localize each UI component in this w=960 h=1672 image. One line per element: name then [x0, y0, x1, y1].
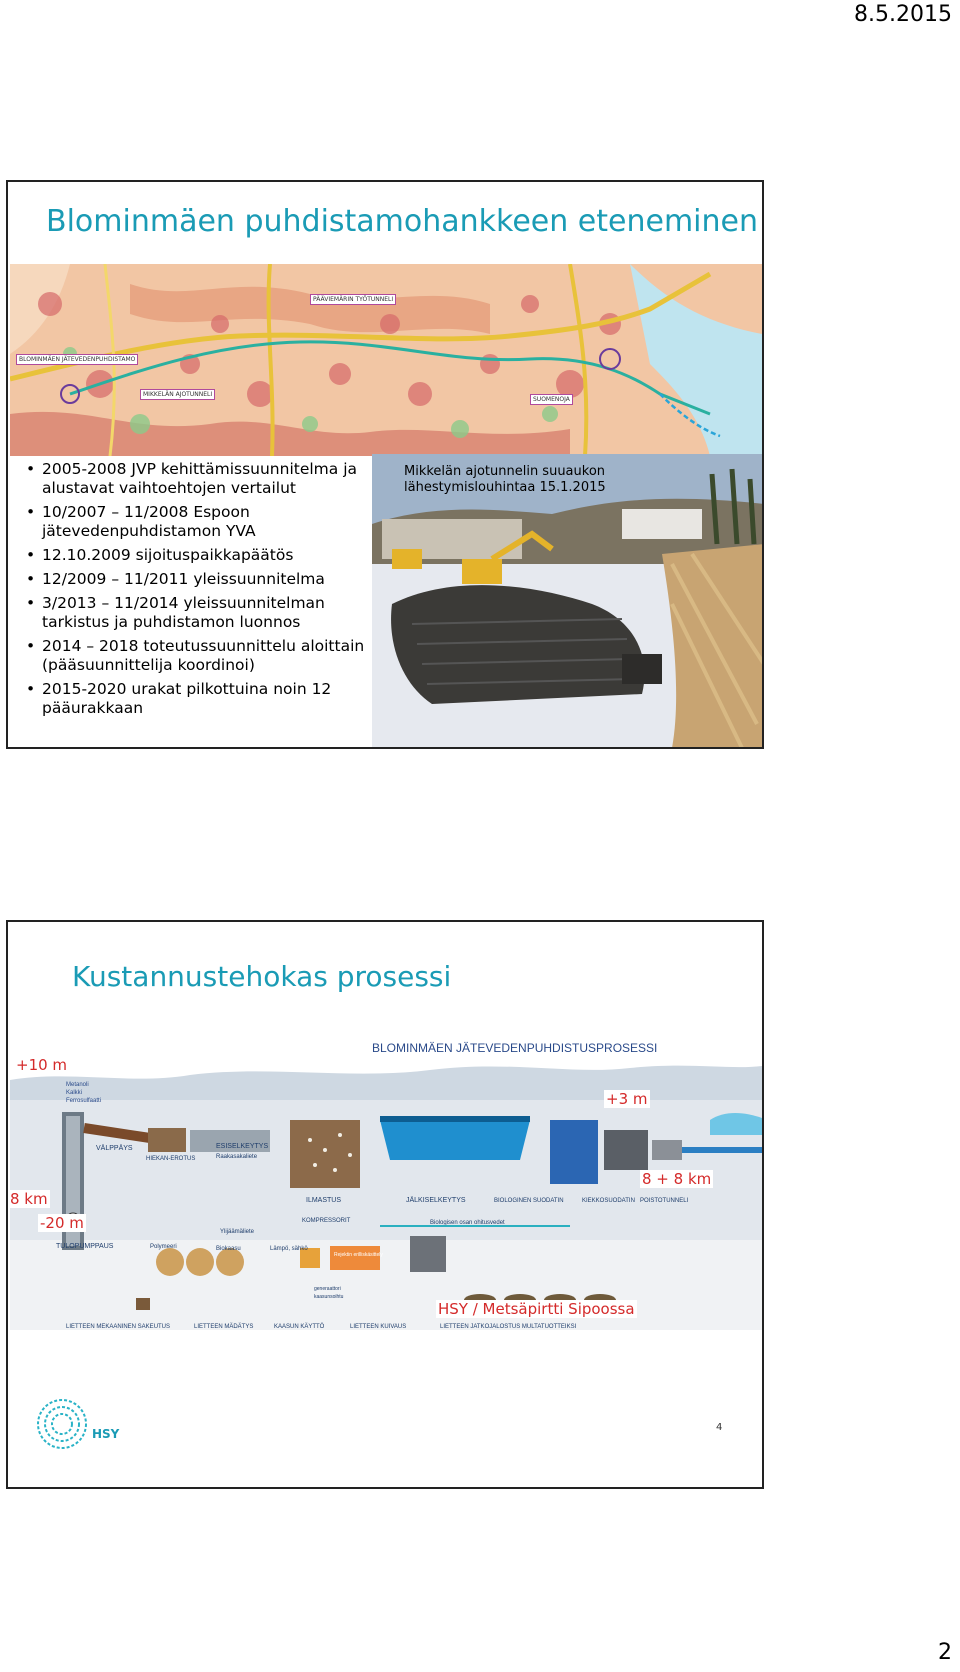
- annotation-plus3: +3 m: [606, 1090, 648, 1108]
- map-label-plant: BLOMINMÄEN JÄTEVEDENPUHDISTAMO: [16, 354, 138, 365]
- map-label-tunnel: MIKKELÄN AJOTUNNELI: [140, 389, 215, 400]
- annotation-plus10: +10 m: [16, 1056, 68, 1074]
- label-reject: Rejektin erilliskäsittely: [334, 1252, 383, 1258]
- milestone-item: • 10/2007 – 11/2008 Espoon jätevedenpuhdistamon YVA: [26, 503, 378, 541]
- photo-caption-line2: lähestymislouhintaa 15.1.2015: [404, 480, 606, 495]
- label-aeration: ILMASTUS: [306, 1197, 342, 1204]
- construction-photo-graphic: [372, 454, 764, 748]
- label-soil-products: LIETTEEN JATKOJALOSTUS MULTATUOTTEIKSI: [440, 1324, 577, 1330]
- label-gas-use: KAASUN KÄYTTÖ: [274, 1324, 325, 1330]
- milestone-item: • 3/2013 – 11/2014 yleissuunnitelman tarkistus ja puhdistamon luonnos: [26, 594, 378, 632]
- milestone-item: • 2015-2020 urakat pilkottuina noin 12 pääurakkaan: [26, 680, 378, 718]
- milestone-item: • 12.10.2009 sijoituspaikkapäätös: [26, 546, 378, 565]
- label-thickening: LIETTEEN MEKAANINEN SAKEUTUS: [66, 1324, 171, 1330]
- page-number: 2: [938, 1640, 952, 1665]
- route-map: [10, 264, 762, 456]
- annotation-minus20: -20 m: [40, 1214, 84, 1232]
- chem-ferro: Ferrosulfaatti: [66, 1098, 102, 1104]
- hsy-logo-text: HSY: [92, 1427, 120, 1441]
- hsy-logo-icon: [34, 1396, 90, 1456]
- process-diagram-graphic: [10, 1040, 762, 1340]
- map-label-work-tunnel: PÄÄVIEMÄRIN TYÖTUNNELI: [310, 294, 396, 305]
- slide2-title: Kustannustehokas prosessi: [72, 960, 452, 993]
- photo-caption-line1: Mikkelän ajotunnelin suuaukon: [404, 464, 606, 479]
- label-drying: LIETTEEN KUIVAUS: [350, 1324, 407, 1330]
- label-outlet-tunnel: POISTOTUNNELI: [640, 1198, 689, 1204]
- label-biogas: Biokaasu: [216, 1246, 241, 1252]
- label-inlet-pumping: TULOPUMPPAUS: [56, 1243, 114, 1250]
- label-primary: ESISELKEYTYS: [216, 1143, 269, 1150]
- label-secondary: JÄLKISELKEYTYS: [406, 1197, 466, 1204]
- annotation-8km: 8 km: [10, 1190, 48, 1208]
- label-digestion: LIETTEEN MÄDÄTYS: [194, 1324, 254, 1330]
- label-compressors: KOMPRESSORIT: [302, 1218, 351, 1224]
- label-biofilter: BIOLOGINEN SUODATIN: [494, 1198, 564, 1204]
- construction-photo: [372, 454, 764, 748]
- chem-lime: Kalkki: [66, 1090, 83, 1096]
- milestone-list: [26, 460, 378, 723]
- map-label-suomenoja: SUOMENOJA: [530, 394, 573, 405]
- label-excess-sludge: Ylijäämäliete: [220, 1229, 255, 1235]
- label-bypass: Biologisen osan ohitusvedet: [430, 1220, 505, 1226]
- milestone-item: • 2005-2008 JVP kehittämissuunnitelma ja alustavat vaihtoehtojen vertailut: [26, 460, 378, 498]
- header-date: 8.5.2015: [854, 2, 952, 27]
- milestone-item: • 2014 – 2018 toteutussuunnittelu aloittain (pääsuunnittelija koordinoi): [26, 637, 378, 675]
- label-polymer: Polymeeri: [150, 1244, 177, 1250]
- label-generator: generaattori: [314, 1286, 341, 1292]
- photo-caption: [404, 464, 606, 496]
- label-heat-power: Lämpö, sähkö: [270, 1246, 308, 1252]
- milestone-item: • 12/2009 – 11/2011 yleissuunnitelma: [26, 570, 378, 589]
- diagram-title: BLOMINMÄEN JÄTEVEDENPUHDISTUSPROSESSI: [372, 1041, 658, 1055]
- label-raw-sludge: Raakasakaliete: [216, 1154, 258, 1160]
- slide-project-progress: [6, 180, 764, 749]
- label-flare: kaasunsoihtu: [314, 1294, 344, 1300]
- process-diagram: [10, 1040, 762, 1340]
- slide1-title: Blominmäen puhdistamohankkeen eteneminen: [46, 204, 759, 239]
- label-grit: HIEKAN-EROTUS: [146, 1156, 196, 1162]
- slide-number: 4: [716, 1422, 723, 1433]
- chem-methanol: Metanoli: [66, 1082, 89, 1088]
- label-disc-filter: KIEKKOSUODATIN: [582, 1198, 635, 1204]
- annotation-hsy-location: HSY / Metsäpirtti Sipoossa: [438, 1300, 635, 1318]
- label-screening: VÄLPPÄYS: [96, 1145, 133, 1152]
- slide-process: [6, 920, 764, 1489]
- annotation-8plus8km: 8 + 8 km: [642, 1170, 712, 1188]
